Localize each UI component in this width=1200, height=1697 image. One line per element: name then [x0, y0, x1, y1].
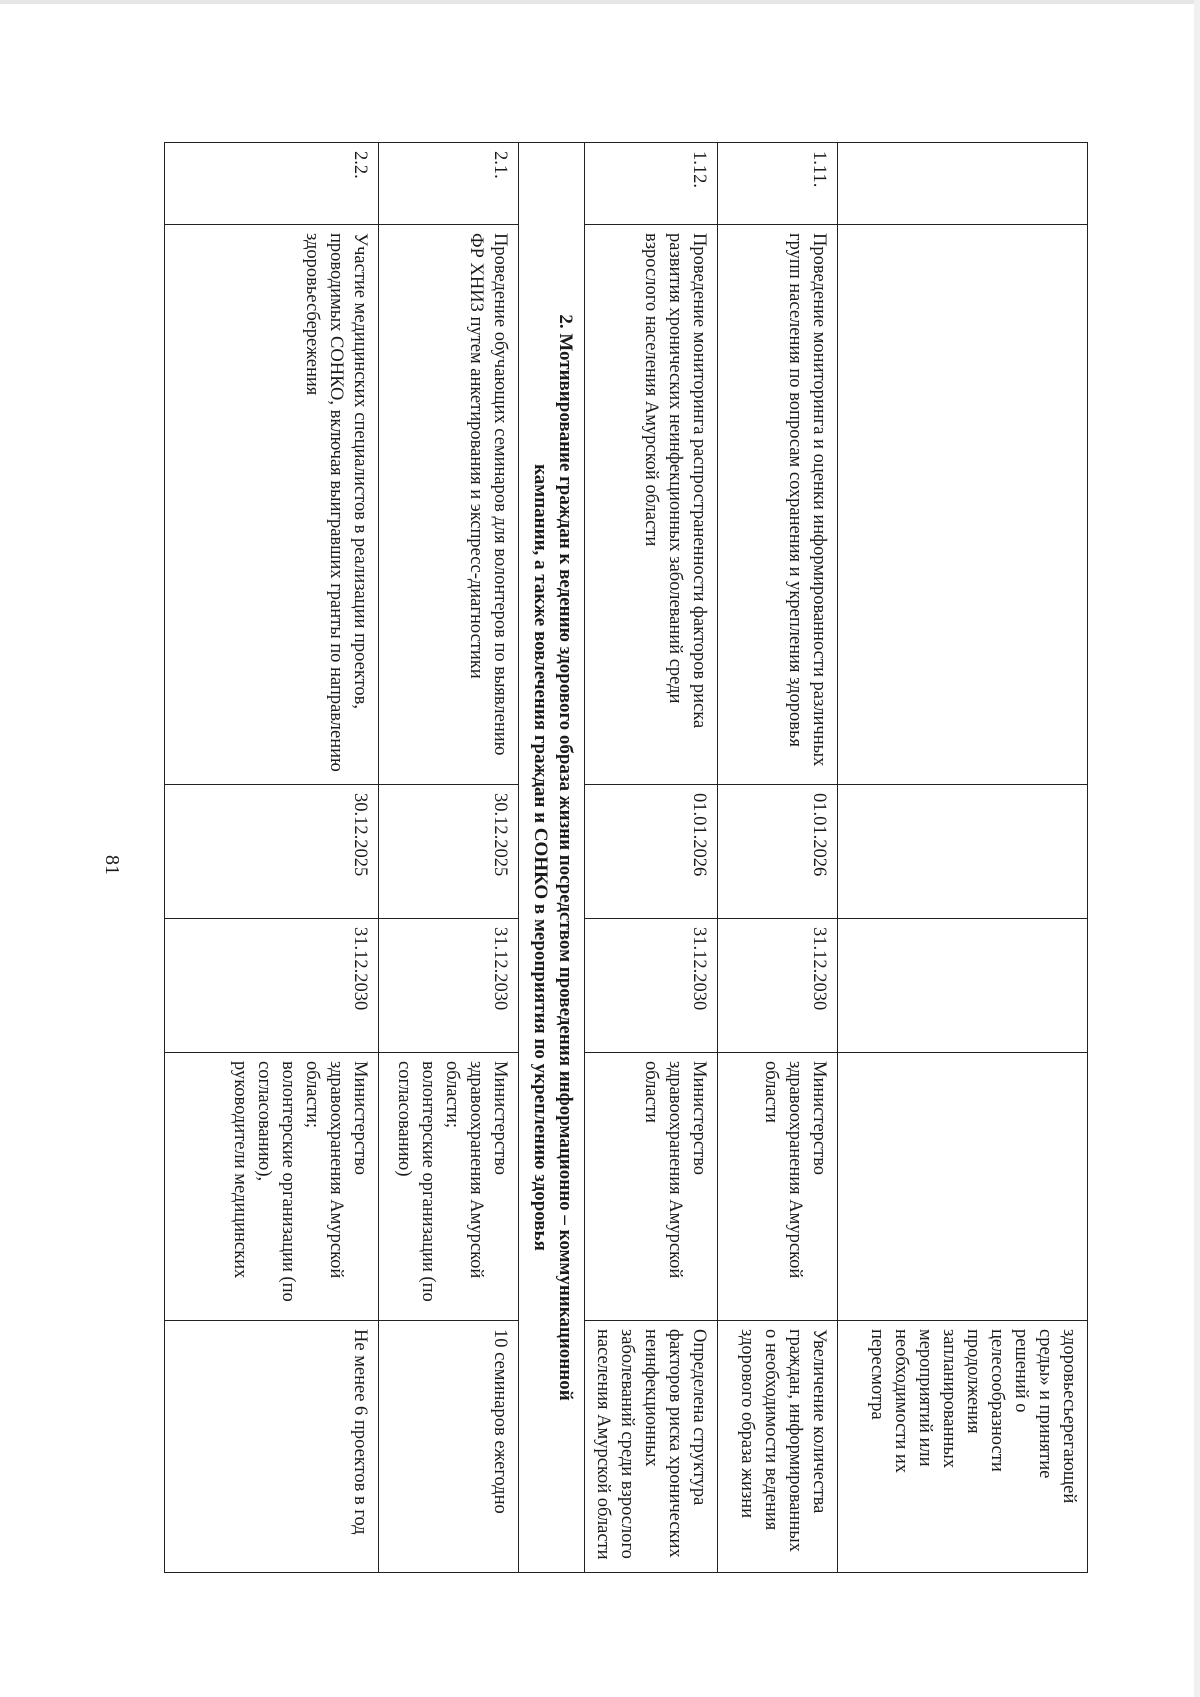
- cell-end-date: 31.12.2030: [378, 919, 518, 1053]
- cell-executor: [164, 1053, 378, 1321]
- cell-start-date: 01.01.2026: [718, 785, 838, 919]
- table-row: [718, 143, 838, 1573]
- cell-result: [838, 1321, 1088, 1573]
- cell-end-date: [838, 919, 1088, 1053]
- cell-end-date: 31.12.2030: [718, 919, 838, 1053]
- executor-line: волонтерские организации (по согласованию): [393, 1061, 438, 1302]
- cell-number: 2.1.: [378, 143, 518, 225]
- result-line: решений о: [1010, 1329, 1031, 1413]
- cell-result: Определена структура факторов риска хронических неинфекционных заболеваний среди взрослого населения Амурской области: [584, 1321, 717, 1573]
- cell-name: Проведение мониторинга и оценки информированности различных групп населения по вопросам сохранения и укрепления здоровья: [718, 225, 838, 785]
- table-row-continuation: [838, 143, 1088, 1573]
- result-line: среды» и принятие: [1034, 1329, 1055, 1479]
- scan-edge: [0, 0, 1200, 4]
- cell-end-date: 31.12.2030: [584, 919, 717, 1053]
- result-line: мероприятий или: [914, 1329, 935, 1467]
- cell-start-date: 01.01.2026: [584, 785, 717, 919]
- cell-number: 2.2.: [164, 143, 378, 225]
- result-line: пересмотра: [866, 1329, 887, 1420]
- result-line: необходимости их: [890, 1329, 911, 1474]
- measures-table: [164, 142, 1088, 1573]
- cell-name: Участие медицинских специалистов в реализации проектов, проводимых СОНКО, включая выигравших гранты по направлению здоровьесбережения: [164, 225, 378, 785]
- scan-edge: [1194, 0, 1200, 1697]
- cell-executor: [378, 1053, 518, 1321]
- cell-name: Проведение мониторинга распространенности факторов риска развития хронических неинфекционных заболеваний среди взрослого населения Амурской области: [584, 225, 717, 785]
- section-header-row: [518, 143, 584, 1573]
- cell-start-date: 30.12.2025: [378, 785, 518, 919]
- page-number: 81: [101, 855, 124, 875]
- cell-executor: Министерство здравоохранения Амурской области: [718, 1053, 838, 1321]
- section-heading-line: кампании, а также вовлечения граждан и СОНКО в мероприятия по укреплению здоровья: [529, 464, 551, 1251]
- result-line: целесообразности: [986, 1329, 1007, 1472]
- cell-start-date: 30.12.2025: [164, 785, 378, 919]
- cell-number: 1.11.: [718, 143, 838, 225]
- executor-line: руководители медицинских: [229, 1061, 250, 1279]
- cell-number: 1.12.: [584, 143, 717, 225]
- cell-result: Не менее 6 проектов в год: [164, 1321, 378, 1573]
- executor-line: Министерство здравоохранения Амурской области;: [441, 1061, 510, 1279]
- cell-result: 10 семинаров ежегодно: [378, 1321, 518, 1573]
- table-row: [584, 143, 717, 1573]
- table-row: [164, 143, 378, 1573]
- cell-executor: Министерство здравоохранения Амурской области: [584, 1053, 717, 1321]
- result-line: продолжения: [962, 1329, 983, 1434]
- cell-name: [838, 225, 1088, 785]
- rotated-table-container: [168, 142, 1088, 1572]
- result-line: запланированных: [938, 1329, 959, 1469]
- executor-line: Министерство здравоохранения Амурской области;: [301, 1061, 370, 1279]
- cell-result: Увеличение количества граждан, информированных о необходимости ведения здорового образа жизни: [718, 1321, 838, 1573]
- cell-start-date: [838, 785, 1088, 919]
- cell-end-date: 31.12.2030: [164, 919, 378, 1053]
- cell-name: Проведение обучающих семинаров для волонтеров по выявлению ФР ХНИЗ путем анкетирования и экспресс-диагностики: [378, 225, 518, 785]
- section-heading-line: 2. Мотивирование граждан к ведению здорового образа жизни посредством проведения информационно – коммуникационной: [554, 314, 576, 1401]
- cell-executor: [838, 1053, 1088, 1321]
- section-heading: [518, 143, 584, 1573]
- executor-line: волонтерские организации (по согласованию),: [253, 1061, 298, 1302]
- table-row: [378, 143, 518, 1573]
- cell-number: [838, 143, 1088, 225]
- result-line: здоровьесьерегающей: [1059, 1329, 1079, 1504]
